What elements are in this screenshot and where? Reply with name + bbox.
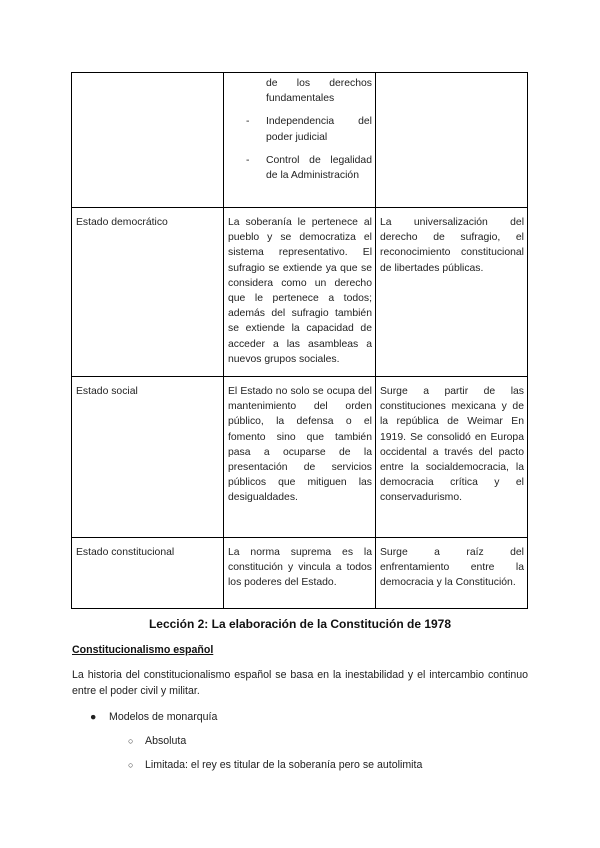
table-row: [72, 538, 528, 609]
table-cell: [224, 73, 376, 208]
dash-list: [228, 76, 372, 183]
state-name-cell: Estado democrático: [72, 208, 224, 377]
table-cell: [376, 73, 528, 208]
list-item: de los derechos fundamentales: [266, 78, 372, 105]
sub-bullet-text: Absoluta: [145, 735, 187, 747]
lesson-title: Lección 2: La elaboración de la Constitución de 1978: [148, 617, 452, 631]
comparison-table: [71, 72, 528, 609]
table-row: [72, 208, 528, 377]
state-name-cell: Estado constitucional: [72, 538, 224, 609]
bullet-text: Modelos de monarquía: [109, 711, 218, 723]
table-cell: [72, 73, 224, 208]
sub-bullet-item: [128, 759, 422, 771]
section-heading: Constitucionalismo español: [72, 644, 214, 656]
description-cell: La norma suprema es la constitución y vincula a todos los poderes del Estado.: [224, 538, 376, 609]
bullet-icon: ●: [90, 711, 97, 723]
body-paragraph: La historia del constitucionalismo español se basa en la inestabilidad y el intercambio continuo entre el poder civil y militar.: [72, 669, 528, 697]
circle-bullet-icon: ○: [128, 760, 134, 770]
origin-cell: Surge a raíz del enfrentamiento entre la democracia y la Constitución.: [376, 538, 528, 609]
origin-cell: La universalización del derecho de sufragio, el reconocimiento constitucional de libertades públicas.: [376, 208, 528, 377]
bullet-item: [90, 711, 217, 723]
table-row: [72, 377, 528, 538]
sub-bullet-item: [128, 735, 186, 747]
sub-bullet-text: Limitada: el rey es titular de la soberanía pero se autolimita: [145, 759, 423, 771]
circle-bullet-icon: ○: [128, 736, 134, 746]
state-name-cell: Estado social: [72, 377, 224, 538]
list-item: - Independencia del poder judicial: [246, 116, 372, 143]
origin-cell: Surge a partir de las constituciones mexicana y de la república de Weimar En 1919. Se consolidó en Europa occidental a través del pacto entre la socialdemocracia, la democracia crítica y el conservadurismo.: [376, 377, 528, 538]
list-item: - Control de legalidad de la Administración: [246, 154, 372, 182]
table-row: [72, 73, 528, 208]
description-cell: El Estado no solo se ocupa del mantenimiento del orden público, la defensa o el fomento sino que también pasa a ocuparse de la presentación de servicios públicos que mitiguen las desigualdades.: [224, 377, 376, 538]
description-cell: La soberanía le pertenece al pueblo y se democratiza el sistema representativo. El sufragio se extiende ya que se considera como un derecho que le pertenece a todos; además del sufragio también se extiende la capacidad de acceder a las asambleas a nuevos grupos sociales.: [224, 208, 376, 377]
